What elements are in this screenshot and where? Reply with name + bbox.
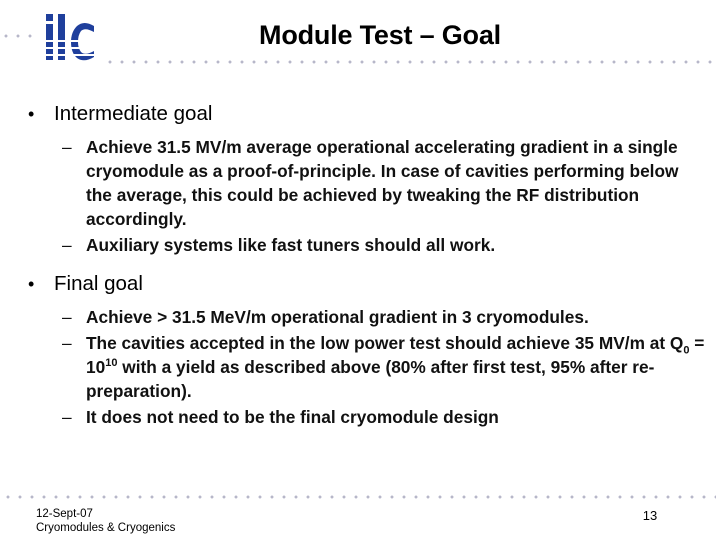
dash-icon: –	[62, 407, 72, 427]
footer-subtitle: Cryomodules & Cryogenics	[36, 522, 176, 534]
sub-item-text: The cavities accepted in the low power test should achieve 35 MV/m at $Q_0 = 10^{10}$ with a yield as described above (80% after first test, 95% after re-preparation).	[86, 333, 705, 401]
page-number: 13	[642, 508, 658, 523]
sub-item-text: It does not need to be the final cryomodule design	[86, 407, 499, 427]
bullet-intermediate-goal	[28, 100, 708, 128]
bullet-icon: •	[28, 274, 35, 294]
sub-item-text: Auxiliary systems like fast tuners should all work.	[86, 235, 496, 255]
decorative-dots-top-left	[0, 34, 40, 38]
dash-icon: –	[62, 307, 72, 327]
footer-info	[36, 507, 175, 535]
dash-icon: –	[62, 137, 72, 157]
bullet-label: Intermediate goal	[54, 102, 213, 125]
footer-date: 12-Sept-07	[36, 508, 93, 520]
sub-item-text: Achieve > 31.5 MeV/m operational gradient in 3 cryomodules.	[86, 307, 589, 327]
sub-item	[62, 331, 708, 403]
bullet-icon: •	[28, 104, 35, 124]
intermediate-goal-items	[28, 135, 708, 257]
sub-item	[62, 233, 708, 257]
decorative-dots-bottom	[2, 495, 716, 499]
sub-item	[62, 405, 708, 429]
sub-item	[62, 135, 708, 231]
decorative-dots-top	[104, 60, 716, 64]
bullet-label: Final goal	[54, 272, 143, 295]
dash-icon: –	[62, 235, 72, 255]
slide-content	[28, 100, 708, 431]
sub-item	[62, 305, 708, 329]
slide-title: Module Test – Goal	[259, 20, 501, 50]
bullet-final-goal	[28, 270, 708, 298]
ilc-logo	[40, 10, 100, 66]
dash-icon: –	[62, 333, 72, 353]
final-goal-items	[28, 305, 708, 429]
sub-item-text: Achieve 31.5 MV/m average operational accelerating gradient in a single cryomodule as a proof-of-principle. In case of cavities performing below the average, this could be achieved by tweaking the RF distribution accordingly.	[86, 137, 679, 229]
